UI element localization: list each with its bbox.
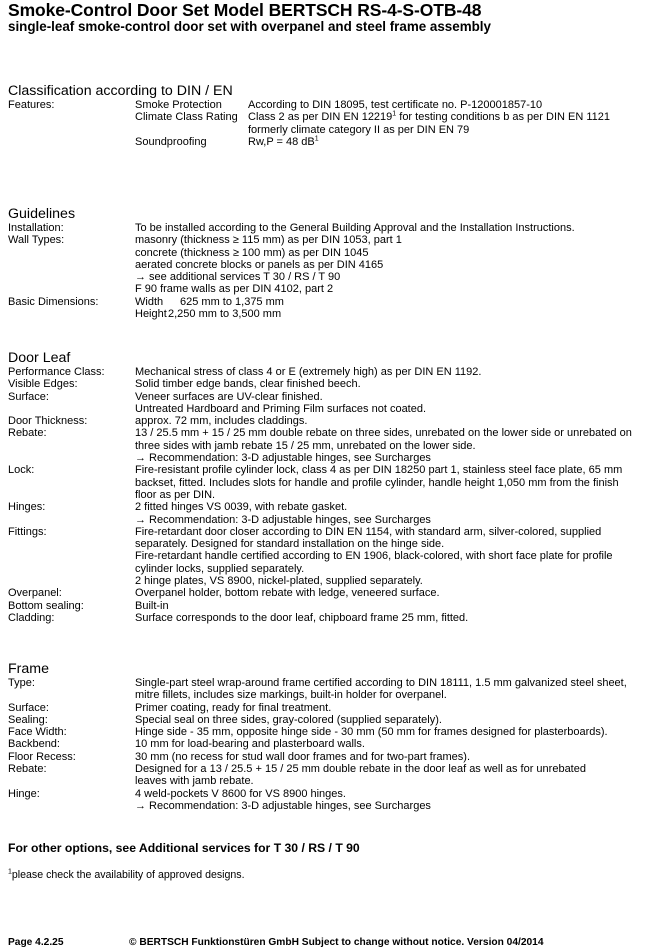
spec-label: Surface: xyxy=(8,701,49,714)
frame-heading: Frame xyxy=(8,661,49,677)
spec-value-line: backset, fitted. Includes slots for handle and profile cylinder, handle height 1,050 mm from the finish xyxy=(135,476,619,489)
document-subtitle: single-leaf smoke-control door set with overpanel and steel frame assembly xyxy=(8,19,491,34)
spec-value-line: Built-in xyxy=(135,599,169,612)
feature-value: Rw,P = 48 dB xyxy=(248,135,315,148)
guidelines-heading: Guidelines xyxy=(8,206,76,222)
spec-value-line: Special seal on three sides, gray-colored (supplied separately). xyxy=(135,713,442,726)
spec-value-line: Overpanel holder, bottom rebate with ledge, veneered surface. xyxy=(135,587,440,600)
page-footer xyxy=(8,937,648,948)
wall-type-link: → see additional services T 30 / RS / T 90 xyxy=(135,271,341,284)
dimension-height-value: 2,250 mm to 3,500 mm xyxy=(168,308,282,321)
spec-row xyxy=(8,751,648,763)
basic-dimensions-label: Basic Dimensions: xyxy=(8,295,99,308)
wall-types-label: Wall Types: xyxy=(8,234,65,247)
spec-value-line: 2 hinge plates, VS 8900, nickel-plated, supplied separately. xyxy=(135,575,423,588)
spec-value-line: 2 fitted hinges VS 0039, with rebate gasket. xyxy=(135,501,348,514)
footnote-text: please check the availability of approved designs. xyxy=(11,869,245,881)
spec-value-line: → Recommendation: 3-D adjustable hinges, see Surcharges xyxy=(135,513,431,526)
spec-row xyxy=(8,726,648,738)
spec-value-line: Primer coating, ready for final treatment. xyxy=(135,701,332,714)
footnote-marker: 1 xyxy=(392,110,397,118)
footnote xyxy=(8,869,245,881)
spec-row xyxy=(8,366,648,378)
spec-row xyxy=(8,501,648,526)
classification-heading: Classification according to DIN / EN xyxy=(8,83,233,99)
wall-type-line: masonry (thickness ≥ 115 mm) as per DIN 1053, part 1 xyxy=(135,234,402,247)
spec-value-line: approx. 72 mm, includes claddings. xyxy=(135,415,308,428)
spec-value-line: leaves with jamb rebate. xyxy=(135,775,254,788)
spec-label: Door Thickness: xyxy=(8,415,88,428)
spec-label: Cladding: xyxy=(8,611,55,624)
installation-row xyxy=(8,222,648,234)
spec-value-line: Single-part steel wrap-around frame certified according to DIN 18111, 1.5 mm galvanized steel sheet, xyxy=(135,677,627,689)
door-leaf-rows xyxy=(8,366,648,624)
wall-types-row xyxy=(8,234,648,295)
spec-label: Rebate: xyxy=(8,427,47,440)
spec-value-line: Solid timber edge bands, clear finished beech. xyxy=(135,378,361,391)
spec-label: Bottom sealing: xyxy=(8,599,84,612)
frame-rows xyxy=(8,677,648,812)
guidelines-section xyxy=(8,206,648,320)
spec-row xyxy=(8,612,648,624)
door-leaf-section xyxy=(8,350,648,624)
spec-row xyxy=(8,378,648,390)
spec-row xyxy=(8,391,648,416)
feature-value-line2: formerly climate category II as per DIN EN 79 xyxy=(248,123,470,136)
wall-type-line: aerated concrete blocks or panels as per DIN 4165 xyxy=(135,258,384,271)
installation-value: To be installed according to the General Building Approval and the Installation Instructions. xyxy=(135,222,575,234)
spec-label: Lock: xyxy=(8,464,35,477)
feature-value: Class 2 as per DIN EN 12219 xyxy=(248,111,393,124)
footnote-marker: 1 xyxy=(314,135,319,143)
spec-value-line: Fire-retardant door closer according to DIN EN 1154, with standard arm, silver-colored, supplied xyxy=(135,525,602,538)
spec-label: Surface: xyxy=(8,390,49,403)
spec-value-line: → Recommendation: 3-D adjustable hinges, see Surcharges xyxy=(135,452,431,465)
dimension-height xyxy=(135,308,648,320)
features-label: Features: xyxy=(8,99,55,111)
spec-value-line: Untreated Hardboard and Priming Film surfaces not coated. xyxy=(135,402,427,415)
spec-label: Performance Class: xyxy=(8,366,105,378)
spec-row xyxy=(8,763,648,788)
spec-value-line: mitre fillets, includes size markings, built-in holder for overpanel. xyxy=(135,689,447,702)
spec-value-line: Surface corresponds to the door leaf, chipboard frame 25 mm, fitted. xyxy=(135,611,469,624)
spec-value-line: Veneer surfaces are UV-clear finished. xyxy=(135,390,323,403)
spec-row xyxy=(8,702,648,714)
spec-row xyxy=(8,738,648,750)
spec-row xyxy=(8,587,648,599)
dimension-width-value: 625 mm to 1,375 mm xyxy=(180,295,284,308)
page-number: Page 4.2.25 xyxy=(8,937,64,948)
frame-section xyxy=(8,661,648,812)
spec-row xyxy=(8,788,648,813)
feature-value-cont: for testing conditions b as per DIN EN 1121 xyxy=(396,111,610,124)
spec-value-line: Fire-resistant profile cylinder lock, class 4 as per DIN 18250 part 1, stainless steel face plate, 65 mm xyxy=(135,464,623,477)
copyright-notice: © BERTSCH Funktionstüren GmbH Subject to change without notice. Version 04/2014 xyxy=(129,937,544,948)
spec-label: Visible Edges: xyxy=(8,378,78,391)
spec-label: Sealing: xyxy=(8,713,48,726)
spec-row xyxy=(8,415,648,427)
spec-value-line: 10 mm for load-bearing and plasterboard walls. xyxy=(135,738,365,751)
spec-row xyxy=(8,714,648,726)
spec-row xyxy=(8,600,648,612)
spec-value-line: → Recommendation: 3-D adjustable hinges, see Surcharges xyxy=(135,799,431,812)
features-row xyxy=(8,99,648,148)
footnote-marker: 1 xyxy=(8,868,12,876)
spec-label: Hinge: xyxy=(8,787,40,800)
spec-value-line: 4 weld-pockets V 8600 for VS 8900 hinges. xyxy=(135,787,346,800)
feature-soundproofing xyxy=(135,136,648,148)
feature-name: Soundproofing xyxy=(135,135,207,148)
spec-label: Rebate: xyxy=(8,763,47,776)
feature-name: Climate Class Rating xyxy=(135,111,238,124)
spec-value-line: cylinder locks, supplied separately. xyxy=(135,562,305,575)
spec-label: Face Width: xyxy=(8,726,67,739)
spec-value-line: three sides with jamb rebate 15 / 25 mm, unrebated on the lower side. xyxy=(135,439,476,452)
other-options-note: For other options, see Additional services for T 30 / RS / T 90 xyxy=(8,841,360,855)
spec-value-line: Hinge side - 35 mm, opposite hinge side - 30 mm (50 mm for frames designed for plasterboards). xyxy=(135,726,608,739)
spec-row xyxy=(8,677,648,702)
feature-name: Smoke Protection xyxy=(135,99,222,111)
spec-value-line: 13 / 25.5 mm + 15 / 25 mm double rebate on three sides, unrebated on the lower side or unrebated on xyxy=(135,427,632,440)
spec-row xyxy=(8,427,648,464)
spec-label: Type: xyxy=(8,677,35,689)
dimension-width-label: Width xyxy=(135,295,164,308)
spec-label: Backbend: xyxy=(8,738,60,751)
spec-row xyxy=(8,464,648,501)
feature-climate-class xyxy=(135,111,648,136)
installation-label: Installation: xyxy=(8,222,64,234)
spec-label: Floor Recess: xyxy=(8,750,76,763)
spec-label: Fittings: xyxy=(8,525,47,538)
document-title: Smoke-Control Door Set Model BERTSCH RS-4-S-OTB-48 xyxy=(8,0,482,20)
wall-type-line: concrete (thickness ≥ 100 mm) as per DIN 1045 xyxy=(135,246,369,259)
dimension-width xyxy=(135,296,648,308)
feature-value: According to DIN 18095, test certificate no. P-120001857-10 xyxy=(248,99,543,111)
spec-value-line: floor as per DIN. xyxy=(135,488,216,501)
spec-value-line: 30 mm (no recess for stud wall door frames and for two-part frames). xyxy=(135,750,471,763)
spec-value-line: Designed for a 13 / 25.5 + 15 / 25 mm double rebate in the door leaf as well as for unrebated xyxy=(135,763,586,776)
spec-value-line: Fire-retardant handle certified according to EN 1906, black-colored, with short face plate for profile xyxy=(135,550,613,563)
dimension-height-label: Height xyxy=(135,308,167,321)
spec-label: Hinges: xyxy=(8,501,46,514)
classification-section xyxy=(8,83,648,148)
spec-label: Overpanel: xyxy=(8,587,62,600)
spec-row xyxy=(8,526,648,587)
spec-value-line: separately. Designed for standard installation on the hinge side. xyxy=(135,538,445,551)
basic-dimensions-row xyxy=(8,296,648,321)
feature-smoke-protection xyxy=(135,99,648,111)
wall-type-line: F 90 frame walls as per DIN 4102, part 2 xyxy=(135,283,334,296)
door-leaf-heading: Door Leaf xyxy=(8,350,71,366)
spec-value-line: Mechanical stress of class 4 or E (extremely high) as per DIN EN 1192. xyxy=(135,366,482,378)
